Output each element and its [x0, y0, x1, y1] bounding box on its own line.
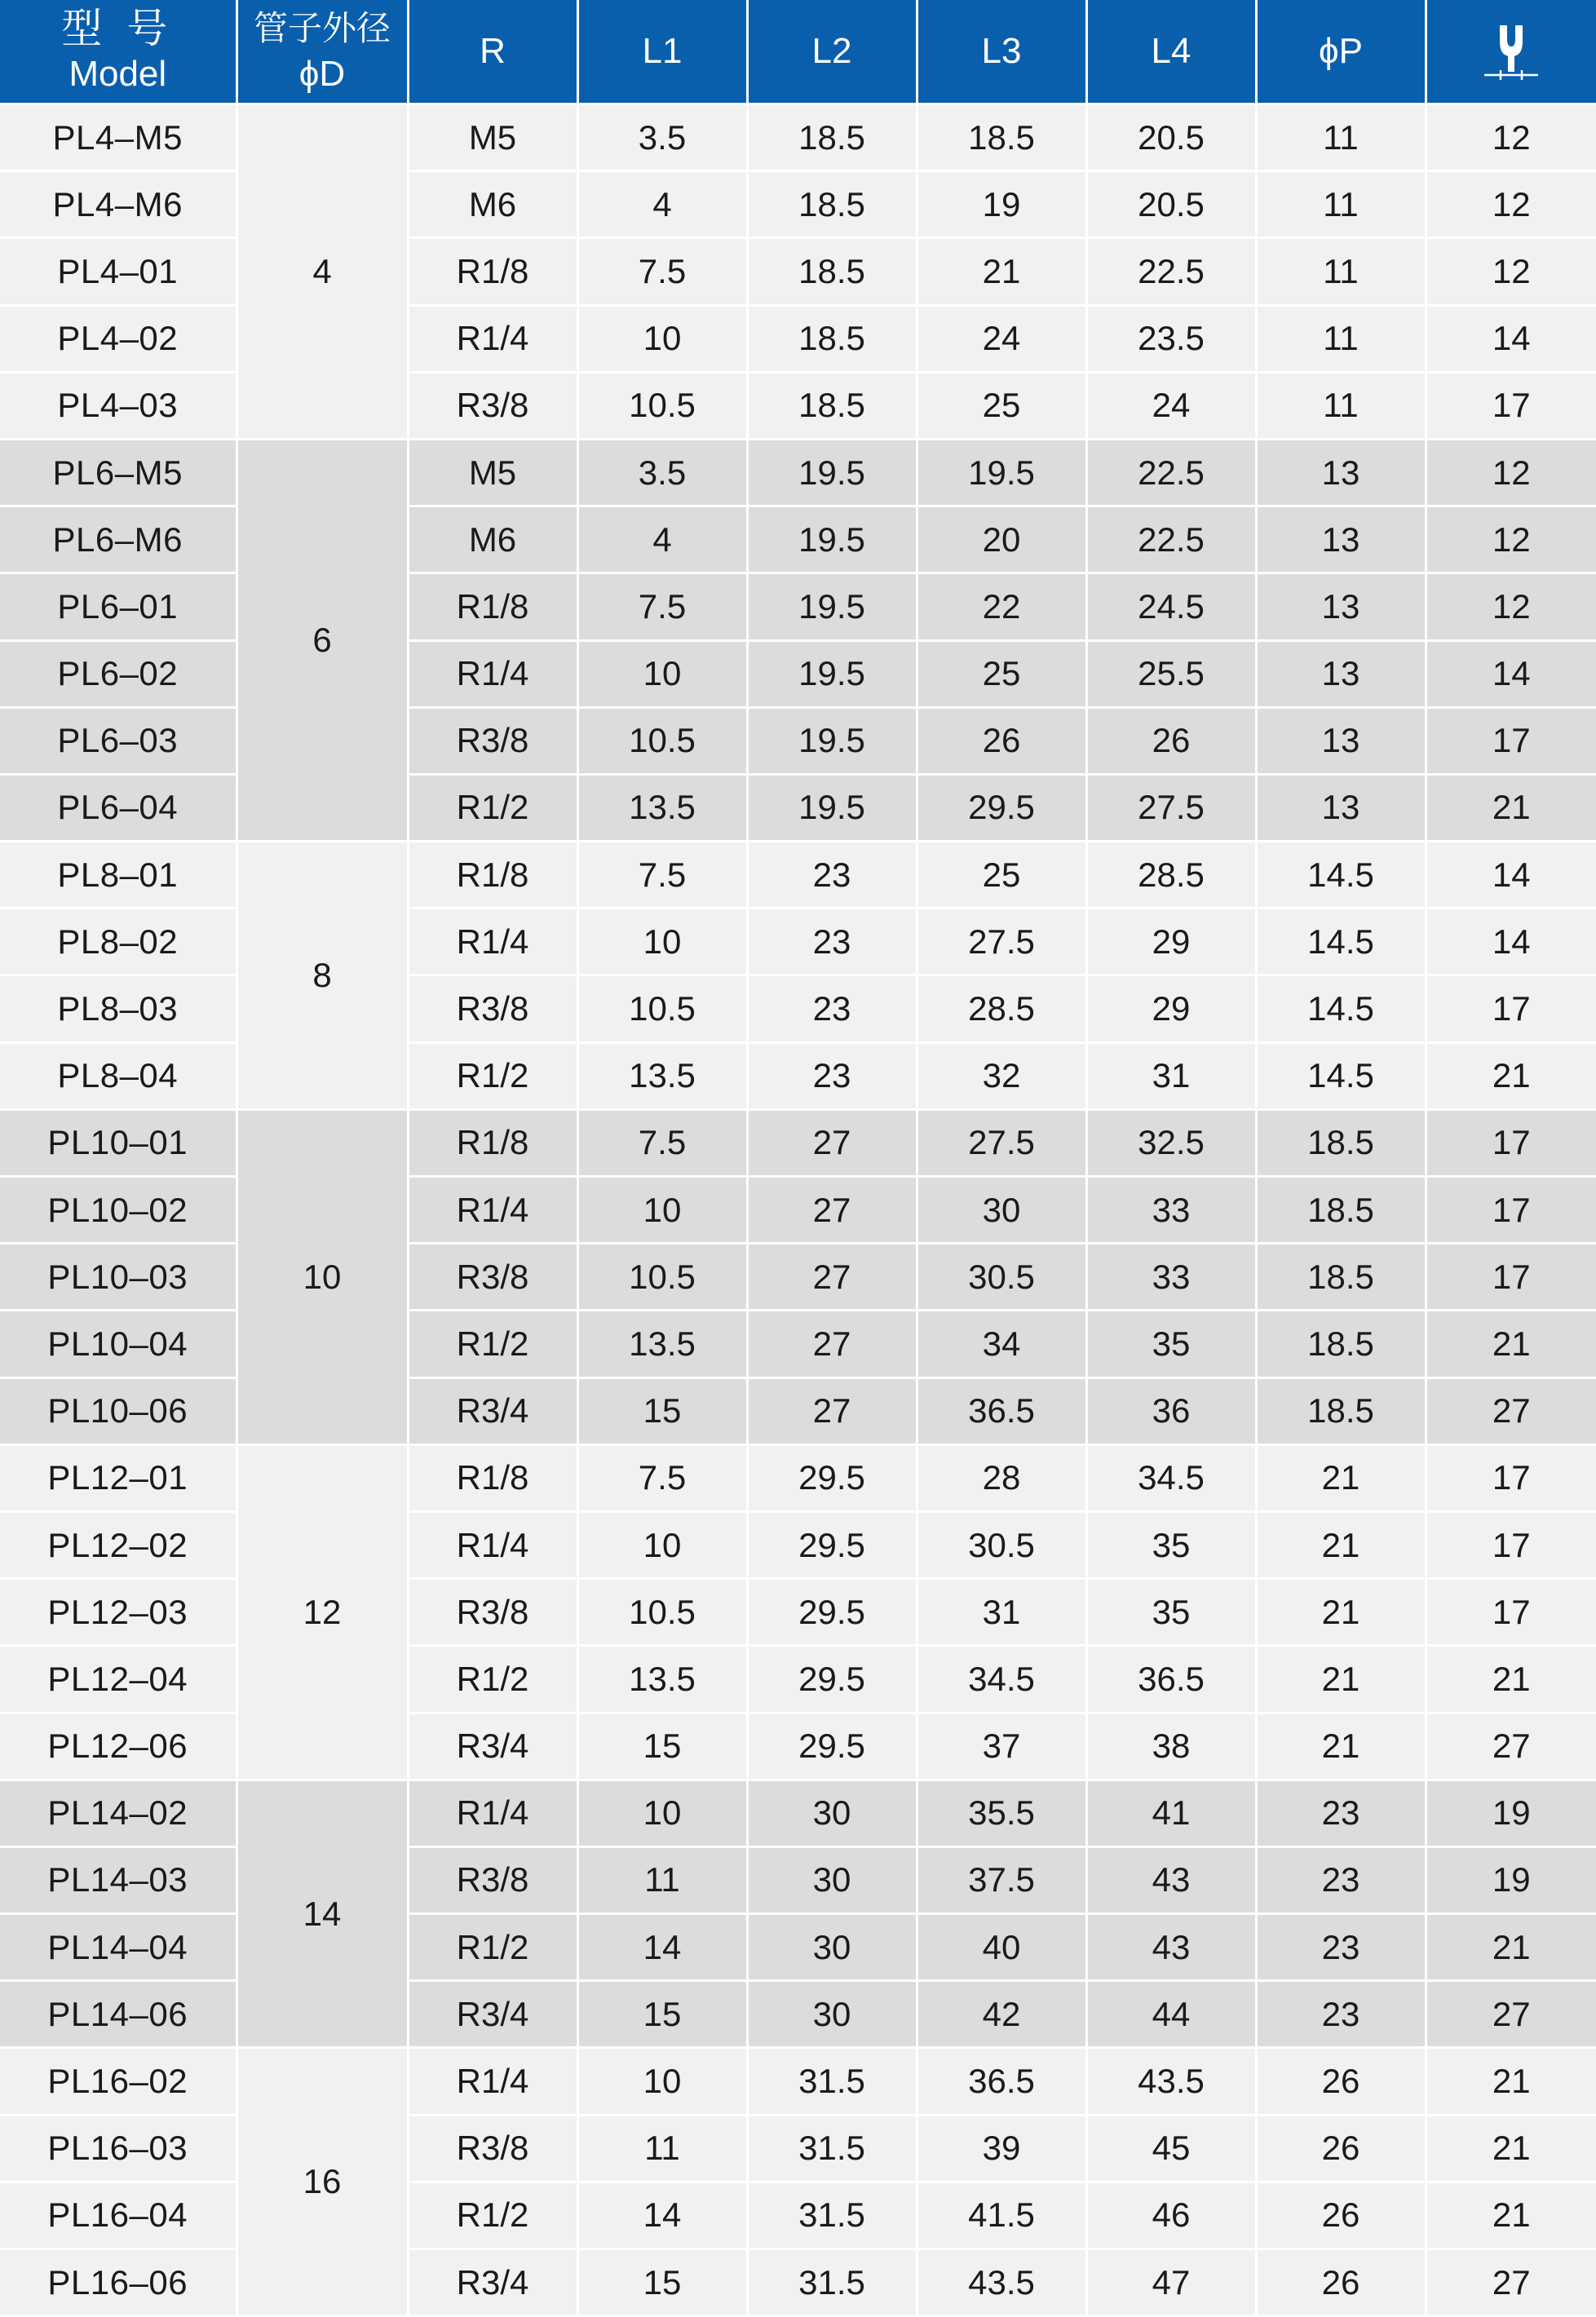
tube-diameter-cell: 12 [237, 1444, 408, 1780]
thread-cell: R1/2 [408, 1646, 577, 1713]
p-cell: 21 [1256, 1444, 1426, 1511]
l2-cell: 29.5 [747, 1646, 917, 1713]
thread-cell: R1/2 [408, 1914, 577, 1981]
l2-cell: 30 [747, 1981, 917, 2048]
l2-cell: 29.5 [747, 1713, 917, 1780]
thread-cell: M6 [408, 171, 577, 238]
l4-cell: 43 [1086, 1914, 1256, 1981]
l3-cell: 43.5 [917, 2249, 1086, 2316]
l2-cell: 27 [747, 1177, 917, 1244]
l2-cell: 19.5 [747, 573, 917, 640]
l1-cell: 10 [577, 1780, 747, 1846]
thread-cell: R1/2 [408, 774, 577, 841]
p-cell: 11 [1256, 372, 1426, 439]
model-cell: PL16–04 [0, 2182, 237, 2248]
l1-cell: 10.5 [577, 1579, 747, 1646]
model-cell: PL10–03 [0, 1244, 237, 1311]
model-cell: PL4–M5 [0, 104, 237, 171]
l4-cell: 28.5 [1086, 842, 1256, 909]
l3-cell: 34 [917, 1311, 1086, 1377]
l4-cell: 32.5 [1086, 1109, 1256, 1176]
model-cell: PL14–06 [0, 1981, 237, 2048]
model-cell: PL8–04 [0, 1042, 237, 1109]
model-cell: PL12–02 [0, 1511, 237, 1578]
header-diameter-symbol: ϕD [298, 54, 346, 94]
l1-cell: 10 [577, 1511, 747, 1578]
tube-diameter-cell: 4 [237, 104, 408, 440]
l1-cell: 10.5 [577, 1244, 747, 1311]
thread-cell: R1/8 [408, 573, 577, 640]
l1-cell: 14 [577, 2182, 747, 2248]
thread-cell: R1/4 [408, 640, 577, 707]
p-cell: 14.5 [1256, 975, 1426, 1042]
l1-cell: 10.5 [577, 707, 747, 774]
l4-cell: 33 [1086, 1244, 1256, 1311]
wrench-size-cell: 17 [1426, 372, 1596, 439]
l1-cell: 7.5 [577, 842, 747, 909]
wrench-size-cell: 27 [1426, 1981, 1596, 2048]
p-cell: 26 [1256, 2182, 1426, 2248]
l1-cell: 10 [577, 1177, 747, 1244]
wrench-size-cell: 12 [1426, 439, 1596, 506]
l1-cell: 10 [577, 305, 747, 372]
l3-cell: 42 [917, 1981, 1086, 2048]
l3-cell: 24 [917, 305, 1086, 372]
p-cell: 14.5 [1256, 909, 1426, 975]
table-row [0, 1444, 1596, 1511]
model-cell: PL14–02 [0, 1780, 237, 1846]
l4-cell: 24.5 [1086, 573, 1256, 640]
l1-cell: 13.5 [577, 1042, 747, 1109]
l1-cell: 7.5 [577, 238, 747, 305]
l3-cell: 36.5 [917, 2048, 1086, 2115]
l2-cell: 30 [747, 1780, 917, 1846]
l2-cell: 19.5 [747, 707, 917, 774]
model-cell: PL14–04 [0, 1914, 237, 1981]
l3-cell: 39 [917, 2115, 1086, 2182]
l3-cell: 20 [917, 506, 1086, 573]
thread-cell: R1/2 [408, 1042, 577, 1109]
l1-cell: 10.5 [577, 975, 747, 1042]
model-cell: PL4–01 [0, 238, 237, 305]
wrench-size-icon [1481, 20, 1541, 83]
thread-cell: R1/8 [408, 238, 577, 305]
thread-cell: R1/4 [408, 1780, 577, 1846]
l3-cell: 36.5 [917, 1377, 1086, 1444]
l2-cell: 27 [747, 1377, 917, 1444]
l2-cell: 27 [747, 1311, 917, 1377]
p-cell: 21 [1256, 1579, 1426, 1646]
p-cell: 18.5 [1256, 1311, 1426, 1377]
wrench-size-cell: 12 [1426, 104, 1596, 171]
l3-cell: 28.5 [917, 975, 1086, 1042]
l4-cell: 20.5 [1086, 171, 1256, 238]
wrench-size-cell: 12 [1426, 171, 1596, 238]
l2-cell: 18.5 [747, 104, 917, 171]
l1-cell: 13.5 [577, 774, 747, 841]
model-cell: PL14–03 [0, 1846, 237, 1913]
l4-cell: 36.5 [1086, 1646, 1256, 1713]
l4-cell: 31 [1086, 1042, 1256, 1109]
p-cell: 11 [1256, 305, 1426, 372]
l4-cell: 43.5 [1086, 2048, 1256, 2115]
l4-cell: 29 [1086, 975, 1256, 1042]
l2-cell: 31.5 [747, 2249, 917, 2316]
model-cell: PL12–03 [0, 1579, 237, 1646]
p-cell: 13 [1256, 707, 1426, 774]
model-cell: PL6–01 [0, 573, 237, 640]
p-cell: 14.5 [1256, 1042, 1426, 1109]
l4-cell: 22.5 [1086, 238, 1256, 305]
tube-diameter-cell: 10 [237, 1109, 408, 1444]
p-cell: 18.5 [1256, 1109, 1426, 1176]
model-cell: PL6–04 [0, 774, 237, 841]
l1-cell: 14 [577, 1914, 747, 1981]
p-cell: 26 [1256, 2115, 1426, 2182]
l2-cell: 31.5 [747, 2048, 917, 2115]
l2-cell: 18.5 [747, 171, 917, 238]
table-row [0, 842, 1596, 909]
l1-cell: 4 [577, 506, 747, 573]
thread-cell: R3/8 [408, 1846, 577, 1913]
thread-cell: M5 [408, 104, 577, 171]
wrench-size-cell: 27 [1426, 1713, 1596, 1780]
model-cell: PL12–04 [0, 1646, 237, 1713]
thread-cell: R1/4 [408, 1177, 577, 1244]
l3-cell: 25 [917, 640, 1086, 707]
thread-cell: R1/4 [408, 305, 577, 372]
l1-cell: 10 [577, 2048, 747, 2115]
wrench-size-cell: 17 [1426, 1511, 1596, 1578]
thread-cell: R1/4 [408, 2048, 577, 2115]
l2-cell: 23 [747, 842, 917, 909]
l4-cell: 23.5 [1086, 305, 1256, 372]
l3-cell: 25 [917, 842, 1086, 909]
l3-cell: 18.5 [917, 104, 1086, 171]
header-model [0, 0, 237, 104]
l3-cell: 37.5 [917, 1846, 1086, 1913]
l3-cell: 32 [917, 1042, 1086, 1109]
p-cell: 11 [1256, 104, 1426, 171]
header-l2: L2 [747, 0, 917, 104]
thread-cell: R3/4 [408, 1713, 577, 1780]
thread-cell: R1/4 [408, 909, 577, 975]
l2-cell: 19.5 [747, 774, 917, 841]
l3-cell: 19.5 [917, 439, 1086, 506]
model-cell: PL10–04 [0, 1311, 237, 1377]
l2-cell: 19.5 [747, 506, 917, 573]
wrench-size-cell: 21 [1426, 1042, 1596, 1109]
thread-cell: R3/8 [408, 707, 577, 774]
l4-cell: 46 [1086, 2182, 1256, 2248]
thread-cell: M5 [408, 439, 577, 506]
thread-cell: R3/8 [408, 372, 577, 439]
p-cell: 21 [1256, 1511, 1426, 1578]
l2-cell: 27 [747, 1109, 917, 1176]
model-cell: PL16–06 [0, 2249, 237, 2316]
wrench-size-cell: 14 [1426, 305, 1596, 372]
model-cell: PL6–03 [0, 707, 237, 774]
p-cell: 21 [1256, 1646, 1426, 1713]
thread-cell: R1/2 [408, 2182, 577, 2248]
model-cell: PL8–01 [0, 842, 237, 909]
l3-cell: 21 [917, 238, 1086, 305]
l2-cell: 31.5 [747, 2182, 917, 2248]
tube-diameter-cell: 8 [237, 842, 408, 1110]
l4-cell: 35 [1086, 1511, 1256, 1578]
l3-cell: 25 [917, 372, 1086, 439]
thread-cell: R1/2 [408, 1311, 577, 1377]
l4-cell: 26 [1086, 707, 1256, 774]
table-row [0, 1780, 1596, 1846]
l3-cell: 27.5 [917, 909, 1086, 975]
l4-cell: 22.5 [1086, 439, 1256, 506]
p-cell: 18.5 [1256, 1177, 1426, 1244]
wrench-size-cell: 17 [1426, 707, 1596, 774]
wrench-size-cell: 12 [1426, 238, 1596, 305]
thread-cell: R1/8 [408, 1444, 577, 1511]
l1-cell: 13.5 [577, 1646, 747, 1713]
model-cell: PL8–02 [0, 909, 237, 975]
l3-cell: 40 [917, 1914, 1086, 1981]
p-cell: 23 [1256, 1846, 1426, 1913]
l1-cell: 13.5 [577, 1311, 747, 1377]
l1-cell: 10.5 [577, 372, 747, 439]
model-cell: PL6–M5 [0, 439, 237, 506]
wrench-size-cell: 14 [1426, 909, 1596, 975]
p-cell: 21 [1256, 1713, 1426, 1780]
p-cell: 13 [1256, 573, 1426, 640]
l3-cell: 31 [917, 1579, 1086, 1646]
thread-cell: R3/8 [408, 2115, 577, 2182]
l2-cell: 19.5 [747, 439, 917, 506]
header-l4: L4 [1086, 0, 1256, 104]
model-cell: PL12–06 [0, 1713, 237, 1780]
model-cell: PL6–02 [0, 640, 237, 707]
l3-cell: 41.5 [917, 2182, 1086, 2248]
wrench-size-cell: 21 [1426, 1914, 1596, 1981]
l3-cell: 26 [917, 707, 1086, 774]
wrench-size-cell: 14 [1426, 640, 1596, 707]
wrench-size-cell: 27 [1426, 1377, 1596, 1444]
model-cell: PL4–02 [0, 305, 237, 372]
l4-cell: 25.5 [1086, 640, 1256, 707]
wrench-size-cell: 17 [1426, 1177, 1596, 1244]
model-cell: PL16–03 [0, 2115, 237, 2182]
l1-cell: 10 [577, 909, 747, 975]
l4-cell: 34.5 [1086, 1444, 1256, 1511]
l4-cell: 22.5 [1086, 506, 1256, 573]
p-cell: 26 [1256, 2048, 1426, 2115]
l2-cell: 23 [747, 975, 917, 1042]
table-body [0, 104, 1596, 2316]
wrench-size-cell: 21 [1426, 2115, 1596, 2182]
l4-cell: 35 [1086, 1579, 1256, 1646]
header-model-en: Model [69, 54, 167, 94]
p-cell: 18.5 [1256, 1244, 1426, 1311]
wrench-size-cell: 21 [1426, 1311, 1596, 1377]
l2-cell: 23 [747, 1042, 917, 1109]
l4-cell: 33 [1086, 1177, 1256, 1244]
thread-cell: R3/4 [408, 1981, 577, 2048]
l3-cell: 37 [917, 1713, 1086, 1780]
wrench-size-cell: 12 [1426, 506, 1596, 573]
p-cell: 23 [1256, 1981, 1426, 2048]
thread-cell: R1/8 [408, 842, 577, 909]
l2-cell: 29.5 [747, 1579, 917, 1646]
model-cell: PL16–02 [0, 2048, 237, 2115]
header-model-cn: 型 号 [61, 6, 175, 51]
l3-cell: 30.5 [917, 1244, 1086, 1311]
wrench-size-cell: 17 [1426, 975, 1596, 1042]
model-cell: PL6–M6 [0, 506, 237, 573]
model-cell: PL4–03 [0, 372, 237, 439]
model-cell: PL4–M6 [0, 171, 237, 238]
l4-cell: 43 [1086, 1846, 1256, 1913]
table-row [0, 2048, 1596, 2115]
l1-cell: 7.5 [577, 573, 747, 640]
wrench-size-cell: 17 [1426, 1244, 1596, 1311]
table-row [0, 439, 1596, 506]
l1-cell: 10 [577, 640, 747, 707]
tube-diameter-cell: 6 [237, 439, 408, 841]
l3-cell: 35.5 [917, 1780, 1086, 1846]
l1-cell: 15 [577, 1981, 747, 2048]
l1-cell: 11 [577, 2115, 747, 2182]
l4-cell: 29 [1086, 909, 1256, 975]
l2-cell: 31.5 [747, 2115, 917, 2182]
l1-cell: 11 [577, 1846, 747, 1913]
model-cell: PL12–01 [0, 1444, 237, 1511]
l1-cell: 3.5 [577, 104, 747, 171]
l2-cell: 29.5 [747, 1511, 917, 1578]
l2-cell: 18.5 [747, 372, 917, 439]
thread-cell: R1/4 [408, 1511, 577, 1578]
l4-cell: 24 [1086, 372, 1256, 439]
header-l3: L3 [917, 0, 1086, 104]
l4-cell: 20.5 [1086, 104, 1256, 171]
l1-cell: 7.5 [577, 1109, 747, 1176]
table-header [0, 0, 1596, 104]
l4-cell: 38 [1086, 1713, 1256, 1780]
wrench-size-cell: 21 [1426, 1646, 1596, 1713]
header-l1: L1 [577, 0, 747, 104]
wrench-size-cell: 21 [1426, 2182, 1596, 2248]
model-cell: PL10–01 [0, 1109, 237, 1176]
l3-cell: 22 [917, 573, 1086, 640]
p-cell: 18.5 [1256, 1377, 1426, 1444]
l4-cell: 45 [1086, 2115, 1256, 2182]
l2-cell: 18.5 [747, 305, 917, 372]
l2-cell: 18.5 [747, 238, 917, 305]
l4-cell: 27.5 [1086, 774, 1256, 841]
p-cell: 11 [1256, 238, 1426, 305]
wrench-size-cell: 17 [1426, 1444, 1596, 1511]
l3-cell: 27.5 [917, 1109, 1086, 1176]
thread-cell: M6 [408, 506, 577, 573]
l1-cell: 15 [577, 2249, 747, 2316]
l2-cell: 23 [747, 909, 917, 975]
model-cell: PL10–02 [0, 1177, 237, 1244]
l4-cell: 41 [1086, 1780, 1256, 1846]
header-diameter [237, 0, 408, 104]
wrench-size-cell: 21 [1426, 2048, 1596, 2115]
wrench-size-cell: 12 [1426, 573, 1596, 640]
p-cell: 13 [1256, 439, 1426, 506]
l1-cell: 7.5 [577, 1444, 747, 1511]
l2-cell: 29.5 [747, 1444, 917, 1511]
thread-cell: R3/8 [408, 1244, 577, 1311]
p-cell: 23 [1256, 1914, 1426, 1981]
p-cell: 13 [1256, 506, 1426, 573]
model-cell: PL8–03 [0, 975, 237, 1042]
wrench-size-cell: 17 [1426, 1109, 1596, 1176]
l3-cell: 29.5 [917, 774, 1086, 841]
l3-cell: 28 [917, 1444, 1086, 1511]
wrench-size-cell: 21 [1426, 774, 1596, 841]
l3-cell: 30 [917, 1177, 1086, 1244]
thread-cell: R3/8 [408, 975, 577, 1042]
thread-cell: R3/4 [408, 1377, 577, 1444]
p-cell: 11 [1256, 171, 1426, 238]
wrench-size-cell: 19 [1426, 1846, 1596, 1913]
p-cell: 13 [1256, 640, 1426, 707]
wrench-size-cell: 19 [1426, 1780, 1596, 1846]
wrench-size-cell: 27 [1426, 2249, 1596, 2316]
l1-cell: 3.5 [577, 439, 747, 506]
l2-cell: 30 [747, 1846, 917, 1913]
l3-cell: 30.5 [917, 1511, 1086, 1578]
l1-cell: 4 [577, 171, 747, 238]
thread-cell: R3/8 [408, 1579, 577, 1646]
tube-diameter-cell: 14 [237, 1780, 408, 2048]
l4-cell: 44 [1086, 1981, 1256, 2048]
thread-cell: R3/4 [408, 2249, 577, 2316]
table-row [0, 1109, 1596, 1176]
wrench-size-cell: 14 [1426, 842, 1596, 909]
l2-cell: 30 [747, 1914, 917, 1981]
thread-cell: R1/8 [408, 1109, 577, 1176]
table-row [0, 104, 1596, 171]
l4-cell: 35 [1086, 1311, 1256, 1377]
header-r: R [408, 0, 577, 104]
l3-cell: 34.5 [917, 1646, 1086, 1713]
l3-cell: 19 [917, 171, 1086, 238]
l4-cell: 47 [1086, 2249, 1256, 2316]
model-cell: PL10–06 [0, 1377, 237, 1444]
p-cell: 26 [1256, 2249, 1426, 2316]
header-diameter-cn: 管子外径 [253, 9, 391, 47]
p-cell: 13 [1256, 774, 1426, 841]
header-p: ϕP [1256, 0, 1426, 104]
wrench-size-cell: 17 [1426, 1579, 1596, 1646]
l2-cell: 19.5 [747, 640, 917, 707]
l1-cell: 15 [577, 1377, 747, 1444]
header-row [0, 0, 1596, 104]
p-cell: 23 [1256, 1780, 1426, 1846]
l2-cell: 27 [747, 1244, 917, 1311]
header-wrench [1426, 0, 1596, 104]
tube-diameter-cell: 16 [237, 2048, 408, 2316]
l4-cell: 36 [1086, 1377, 1256, 1444]
p-cell: 14.5 [1256, 842, 1426, 909]
l1-cell: 15 [577, 1713, 747, 1780]
